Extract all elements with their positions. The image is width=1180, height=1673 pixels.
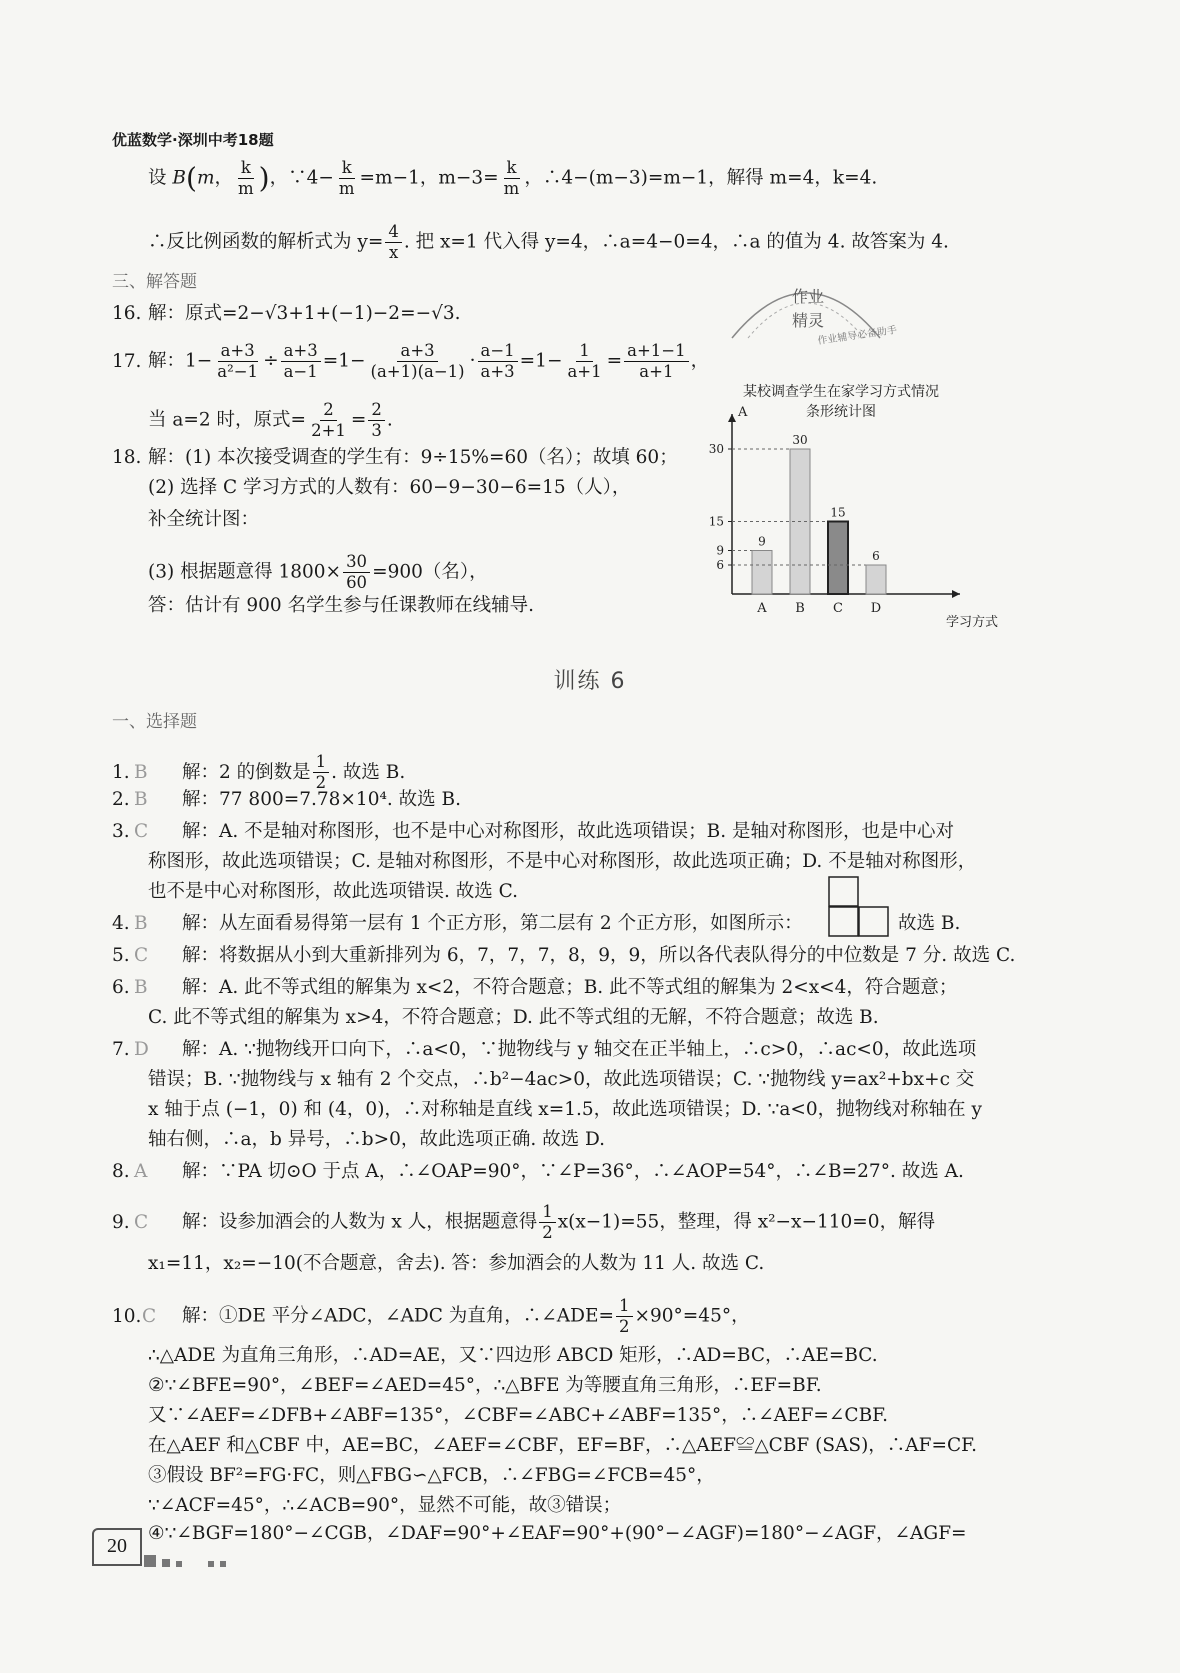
problem-18-line-1 [112, 446, 678, 470]
text: =m−1，m−3= [359, 167, 499, 189]
line: 解：A. 此不等式组的解集为 x<2，不符合题意；B. 此不等式组的解集为 2<x<4，符合题意； [182, 977, 958, 998]
question-number: 9. [112, 1211, 130, 1233]
frac [343, 552, 370, 593]
question-7-line-3: x 轴于点 (−1，0) 和 (4，0)，∴对称轴是直线 x=1.5，故此选项错误；D. ∵a<0，抛物线对称轴在 y [148, 1099, 982, 1120]
square-bottom-right [859, 907, 888, 936]
num: a+3 [281, 341, 321, 362]
num: a−1 [478, 341, 518, 362]
right-paren: ) [258, 161, 270, 195]
op: ÷ [263, 350, 279, 372]
answer-letter: B [134, 761, 148, 783]
question-number: 3. [112, 821, 130, 842]
num: 2 [320, 400, 337, 421]
bar-c [828, 522, 848, 595]
den: 2 [619, 1317, 630, 1336]
line: 解：∵PA 切⊙O 于点 A，∴∠OAP=90°，∵∠P=36°，∴∠AOP=54°，∴∠B=27°. 故选 A. [182, 1161, 964, 1182]
question-7 [112, 1038, 976, 1062]
y-tick-label: 15 [708, 514, 724, 529]
question-number: 8. [112, 1161, 130, 1182]
square-top [829, 877, 858, 906]
section-heading-choice: 一、选择题 [112, 712, 197, 732]
question-7-line-4: 轴右侧，∴a，b 异号，∴b>0，故此选项正确. 故选 D. [148, 1129, 606, 1150]
problem-number: 18. [112, 447, 142, 468]
problem-18-line-3: 补全统计图： [148, 509, 260, 530]
x-axis-arrow [952, 590, 960, 598]
den: a−1 [283, 362, 318, 381]
den: 60 [346, 573, 368, 592]
question-1 [112, 752, 405, 793]
bar-d [866, 565, 886, 594]
answer-letter: C [134, 1211, 149, 1233]
num: 1 [313, 752, 330, 773]
den: a+3 [480, 362, 515, 381]
category-label-d: D [870, 601, 882, 616]
frac-6 [624, 341, 688, 382]
question-3-line-2: 称图形，故此选项错误；C. 是轴对称图形，不是中心对称图形，故此选项正确；D. 不是轴对称图形， [148, 851, 977, 872]
frac-w2 [368, 400, 385, 441]
question-5 [112, 944, 1015, 968]
question-10-line-5: 在△AEF 和△CBF 中，AE=BC，∠AEF=∠CBF，EF=BF，∴△AEF≌△CBF (SAS)，∴AF=CF. [148, 1435, 977, 1456]
y-axis-arrow [728, 414, 736, 422]
frac-5 [564, 341, 604, 382]
num: 2 [368, 400, 385, 421]
answer-letter: B [134, 977, 148, 998]
op: . [386, 409, 393, 431]
problem-text: 解：原式=2−√3+1+(−1)−2=−√3. [148, 303, 461, 324]
line: 解：将数据从小到大重新排列为 6，7，7，7，8，9，9，所以各代表队得分的中位数是 7 分. 故选 C. [182, 945, 1016, 966]
question-number: 1. [112, 761, 130, 783]
line: 解：从左面看易得第一层有 1 个正方形，第二层有 2 个正方形，如图所示： [182, 913, 803, 934]
stamp-arc-text: 作业辅导必备助手 [816, 324, 898, 347]
y-axis-label: A [738, 405, 748, 420]
k-over-m [235, 158, 257, 199]
half [539, 1202, 556, 1243]
bar-chart [696, 384, 999, 644]
num: a+3 [218, 341, 258, 362]
question-6-line-2: C. 此不等式组的解集为 x>4，不符合题意；D. 此不等式组的无解，不符合题意；故选 B. [148, 1007, 879, 1028]
line: 解：A. 不是轴对称图形，也不是中心对称图形，故此选项错误；B. 是轴对称图形，也是中心对 [182, 821, 954, 842]
q1-text: 解：2 的倒数是 $\frac{1}{2}$ . 故选 B. [182, 752, 406, 792]
question-10-line-4: 又∵∠AEF=∠DFB+∠ABF=135°，∠CBF=∠ABC+∠ABF=135°，∴∠AEF=∠CBF. [148, 1405, 889, 1426]
question-10-line-8: ④∵∠BGF=180°−∠CGB，∠DAF=90°+∠EAF=90°+(90°−∠AGF)=180°−∠AGF，∠AGF= [148, 1523, 967, 1544]
footer-decoration [144, 1552, 232, 1571]
answer-letter: D [134, 1039, 149, 1060]
den: 2+1 [311, 421, 346, 440]
op: ， [690, 350, 710, 372]
deco-square [176, 1561, 182, 1567]
question-10-line-7: ∵∠ACF=45°，∴∠ACB=90°，显然不可能，故③错误； [148, 1495, 622, 1516]
question-8 [112, 1160, 964, 1184]
four-over-x [385, 222, 402, 263]
bar-a [752, 551, 772, 595]
question-4-tail: 故选 B. [898, 913, 961, 934]
frac-w1 [308, 400, 349, 441]
num: 30 [343, 552, 370, 573]
den: (a+1)(a−1) [370, 362, 465, 381]
left-paren: ( [186, 161, 197, 195]
square-bottom-left [829, 907, 858, 936]
frac-1 [214, 341, 261, 382]
line: x(x−1)=55，整理，得 x²−x−110=0，解得 [557, 1211, 936, 1233]
question-number: 2. [112, 789, 130, 810]
training-title: 训练 6 [553, 669, 627, 694]
text: 解：(1) 本次接受调查的学生有：9÷15%=60（名）；故填 60； [148, 447, 678, 468]
den: m [503, 179, 520, 198]
num: a+1−1 [624, 341, 688, 362]
line: ×90°=45°， [634, 1305, 750, 1327]
op: = [606, 350, 623, 372]
chart-subtitle: 条形统计图 [806, 404, 876, 420]
den: a+1 [567, 362, 602, 381]
text: ∴反比例函数的解析式为 y= [148, 231, 384, 253]
deco-square [162, 1559, 170, 1567]
den: a+1 [639, 362, 674, 381]
problem-16 [112, 302, 461, 326]
section-heading-solve: 三、解答题 [112, 272, 197, 292]
chart-layer [709, 405, 998, 630]
m: m [196, 167, 215, 189]
den: x [388, 243, 399, 262]
den: m [238, 179, 254, 198]
num: 4 [385, 222, 402, 243]
y-tick-label: 9 [716, 543, 724, 558]
text: ，∴4−(m−3)=m−1，解得 m=4，k=4. [524, 167, 878, 189]
question-10-line-2: ∴△ADE 为直角三角形，∴AD=AE，又∵四边形 ABCD 矩形，∴AD=BC，∴AE=BC. [148, 1345, 878, 1366]
half [616, 1296, 633, 1337]
half [313, 752, 330, 793]
den: 3 [371, 421, 382, 440]
frac-2 [281, 341, 321, 382]
top-line-1: 设 B(m， $\frac{k}{m}$ )，∵4− $\frac{k}{m}$ =m−1，m−3= $\frac{k}{m}$ ，∴4−(m−3)=m−1，解得 m=4，k=4. [148, 158, 878, 198]
num: 1 [576, 341, 593, 362]
text: 解：1− [148, 350, 213, 372]
problem-18-line-2: (2) 选择 C 学习方式的人数有：60−9−30−6=15（人）， [148, 477, 631, 498]
problem-number: 17. [112, 350, 142, 372]
text: . 把 x=1 代入得 y=4，∴a=4−0=4，∴a 的值为 4. 故答案为 4. [403, 231, 949, 253]
den: 2 [542, 1223, 553, 1242]
point-b: B [172, 167, 186, 189]
num: k [504, 158, 520, 179]
stamp-line1: 作业 [792, 287, 825, 306]
stamp-line2: 精灵 [792, 311, 825, 330]
question-9-line-2: x₁=11，x₂=−10(不合题意，舍去). 答：参加酒会的人数为 11 人. 故选 C. [148, 1253, 765, 1274]
question-10 [112, 1296, 750, 1337]
data-label-b: 30 [792, 433, 808, 447]
den: m [338, 179, 355, 198]
question-4 [112, 912, 803, 936]
category-label-b: B [795, 601, 805, 616]
question-3 [112, 820, 954, 844]
answer-letter: A [134, 1161, 148, 1182]
answer-letter: C [142, 1305, 157, 1327]
text: (3) 根据题意得 1800× [148, 561, 342, 583]
answer-letter: C [134, 821, 149, 842]
question-2 [112, 788, 461, 812]
op: =1− [519, 350, 563, 372]
answer-letter: B [134, 789, 148, 810]
deco-square [220, 1561, 226, 1567]
k-over-m [501, 158, 523, 199]
answer-letter: B [134, 913, 148, 934]
question-3-line-3: 也不是中心对称图形，故此选项错误. 故选 C. [148, 881, 519, 902]
op: · [469, 350, 476, 372]
deco-square [208, 1561, 214, 1567]
text: 当 a=2 时，原式= [148, 409, 307, 431]
question-number: 4. [112, 913, 130, 934]
y-tick-label: 6 [716, 558, 724, 572]
x-axis-label: 学习方式 [946, 615, 999, 630]
category-label-c: C [833, 601, 843, 616]
problem-18-line-5: 答：估计有 900 名学生参与任课教师在线辅导. [148, 595, 534, 616]
num: 1 [616, 1296, 633, 1317]
homework-stamp [726, 268, 898, 354]
question-9 [112, 1202, 935, 1243]
text: =900（名）， [372, 561, 488, 583]
question-6 [112, 976, 957, 1000]
problem-18-line-4 [148, 552, 488, 593]
data-label-c: 15 [830, 505, 846, 520]
y-tick-label: 30 [708, 442, 724, 456]
deco-square [144, 1555, 156, 1567]
frac-3 [368, 341, 468, 382]
question-10-line-3: ②∵∠BFE=90°，∠BEF=∠AED=45°，∴△BFE 为等腰直角三角形，∴EF=BF. [148, 1375, 822, 1396]
line: 解：A. ∵抛物线开口向下，∴a<0，∵抛物线与 y 轴交在正半轴上，∴c>0，∴ac<0，故此选项 [182, 1039, 977, 1060]
data-label-d: 6 [872, 549, 880, 563]
question-number: 10. [112, 1305, 142, 1327]
problem-number: 16. [112, 303, 142, 324]
question-number: 6. [112, 977, 130, 998]
frac-4 [478, 341, 518, 382]
data-label-a: 9 [758, 534, 766, 549]
op: =1− [322, 350, 366, 372]
line: 解：设参加酒会的人数为 x 人，根据题意得 [182, 1211, 538, 1233]
line: 解：①DE 平分∠ADC，∠ADC 为直角，∴∠ADE= [182, 1305, 614, 1327]
op: = [350, 409, 367, 431]
question-7-line-2: 错误；B. ∵抛物线与 x 轴有 2 个交点，∴b²−4ac>0，故此选项错误；C. ∵抛物线 y=ax²+bx+c 交 [148, 1069, 975, 1090]
text: 设 [148, 167, 173, 189]
answer-letter: C [134, 945, 149, 966]
num: 1 [539, 1202, 556, 1223]
problem-17 [112, 341, 709, 382]
chart-title: 某校调查学生在家学习方式情况 [743, 384, 939, 400]
running-header: 优蓝数学·深圳中考18题 [112, 131, 274, 149]
question-10-line-6: ③假设 BF²=FG·FC，则△FBG∽△FCB，∴∠FBG=∠FCB=45°， [148, 1465, 715, 1486]
page-number: 20 [92, 1528, 142, 1566]
top-line-2 [148, 222, 949, 263]
num: a+3 [397, 341, 437, 362]
category-label-a: A [757, 601, 767, 616]
line: 解：77 800=7.78×10⁴. 故选 B. [182, 789, 461, 810]
k-over-m [336, 158, 358, 199]
den: 2 [315, 773, 327, 792]
den: a²−1 [217, 362, 259, 381]
question-number: 5. [112, 945, 130, 966]
num: k [238, 158, 254, 179]
num: k [339, 158, 355, 179]
problem-17-when [148, 400, 393, 441]
text: ，∵4− [269, 167, 334, 189]
question-number: 7. [112, 1039, 130, 1060]
